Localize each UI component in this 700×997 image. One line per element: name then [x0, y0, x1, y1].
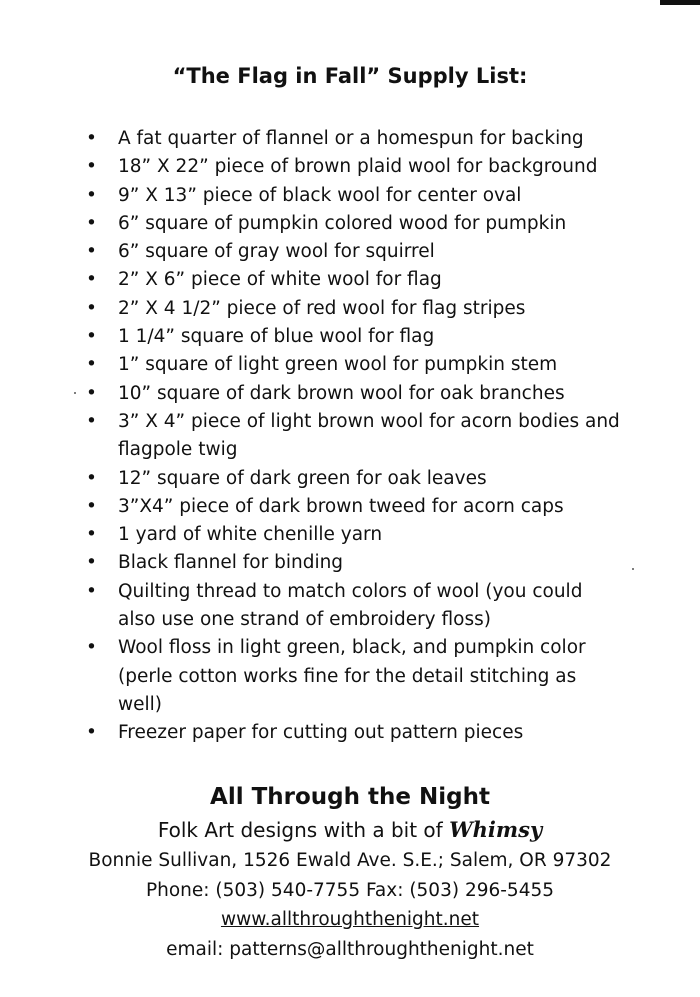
supply-text: also use one strand of embroidery floss)	[118, 609, 491, 631]
tagline-text: Folk Art designs with a bit of	[157, 818, 450, 842]
page-title: “The Flag in Fall” Supply List:	[172, 64, 528, 88]
supply-text: 2” X 4 1/2” piece of red wool for flag stripes	[118, 297, 526, 319]
footer	[0, 780, 700, 964]
bullet-icon: •	[86, 722, 97, 744]
supply-text: Freezer paper for cutting out pattern pieces	[118, 722, 524, 744]
list-item	[86, 465, 646, 493]
list-item	[86, 634, 646, 662]
scan-speck	[632, 568, 634, 570]
supply-text: 12” square of dark green for oak leaves	[118, 467, 487, 489]
bullet-icon: •	[86, 212, 97, 234]
bullet-icon: •	[86, 580, 97, 602]
supply-text: well)	[118, 693, 163, 715]
bullet-icon: •	[86, 269, 97, 291]
bullet-icon: •	[86, 524, 97, 546]
company-name: All Through the Night	[210, 784, 490, 810]
list-item	[86, 182, 646, 210]
bullet-icon: •	[86, 467, 97, 489]
supply-text: 9” X 13” piece of black wool for center oval	[118, 184, 522, 206]
supply-text: 3”X4” piece of dark brown tweed for acorn caps	[118, 495, 564, 517]
list-item-continuation	[86, 436, 646, 464]
bullet-icon: •	[86, 184, 97, 206]
phone-fax: Phone: (503) 540-7755 Fax: (503) 296-5455	[145, 879, 555, 901]
bullet-icon: •	[86, 326, 97, 348]
list-item	[86, 153, 646, 181]
supply-text: Quilting thread to match colors of wool (you could	[118, 580, 583, 602]
bullet-icon: •	[86, 410, 97, 432]
list-item	[86, 493, 646, 521]
list-item	[86, 125, 646, 153]
supply-text: 1 1/4” square of blue wool for flag	[118, 326, 435, 348]
tagline-whimsy: Whimsy	[449, 817, 543, 842]
list-item	[86, 323, 646, 351]
email-address: email: patterns@allthroughthenight.net	[166, 938, 534, 960]
list-item	[86, 578, 646, 606]
list-item	[86, 408, 646, 436]
list-item	[86, 719, 646, 747]
bullet-icon: •	[86, 297, 97, 319]
list-item	[86, 210, 646, 238]
list-item	[86, 549, 646, 577]
list-item	[86, 351, 646, 379]
bullet-icon: •	[86, 128, 97, 149]
list-item	[86, 266, 646, 294]
bullet-icon: •	[86, 552, 97, 574]
supply-text: 1 yard of white chenille yarn	[118, 524, 383, 546]
supply-text: Wool floss in light green, black, and pumpkin color	[118, 637, 586, 659]
supply-text: flagpole twig	[118, 439, 238, 461]
supply-text: (perle cotton works fine for the detail stitching as	[118, 665, 577, 687]
bullet-icon: •	[86, 637, 97, 659]
supply-text: 1” square of light green wool for pumpkin stem	[118, 354, 558, 376]
list-item	[86, 238, 646, 266]
scan-edge-mark	[660, 0, 700, 5]
supply-text: 18” X 22” piece of brown plaid wool for background	[118, 156, 598, 178]
supply-text: A fat quarter of flannel or a homespun for backing	[118, 128, 584, 149]
list-item	[86, 295, 646, 323]
address: Bonnie Sullivan, 1526 Ewald Ave. S.E.; Salem, OR 97302	[88, 850, 612, 871]
list-item-continuation	[86, 606, 646, 634]
bullet-icon: •	[86, 382, 97, 404]
list-item-continuation	[86, 691, 646, 719]
supply-text: Black flannel for binding	[118, 552, 344, 574]
supply-text: 6” square of gray wool for squirrel	[118, 241, 435, 263]
website-link[interactable]: www.allthroughthenight.net	[220, 909, 480, 930]
scan-speck	[74, 392, 76, 394]
supply-text: 6” square of pumpkin colored wood for pumpkin	[118, 212, 567, 234]
supply-text: 10” square of dark brown wool for oak branches	[118, 382, 565, 404]
list-item	[86, 521, 646, 549]
bullet-icon: •	[86, 241, 97, 263]
supply-text: 3” X 4” piece of light brown wool for acorn bodies and	[118, 410, 620, 432]
list-item	[86, 380, 646, 408]
bullet-icon: •	[86, 354, 97, 376]
supply-list	[86, 125, 646, 748]
supply-text: 2” X 6” piece of white wool for flag	[118, 269, 442, 291]
bullet-icon: •	[86, 156, 97, 178]
tagline	[0, 814, 700, 846]
list-item-continuation	[86, 663, 646, 691]
bullet-icon: •	[86, 495, 97, 517]
